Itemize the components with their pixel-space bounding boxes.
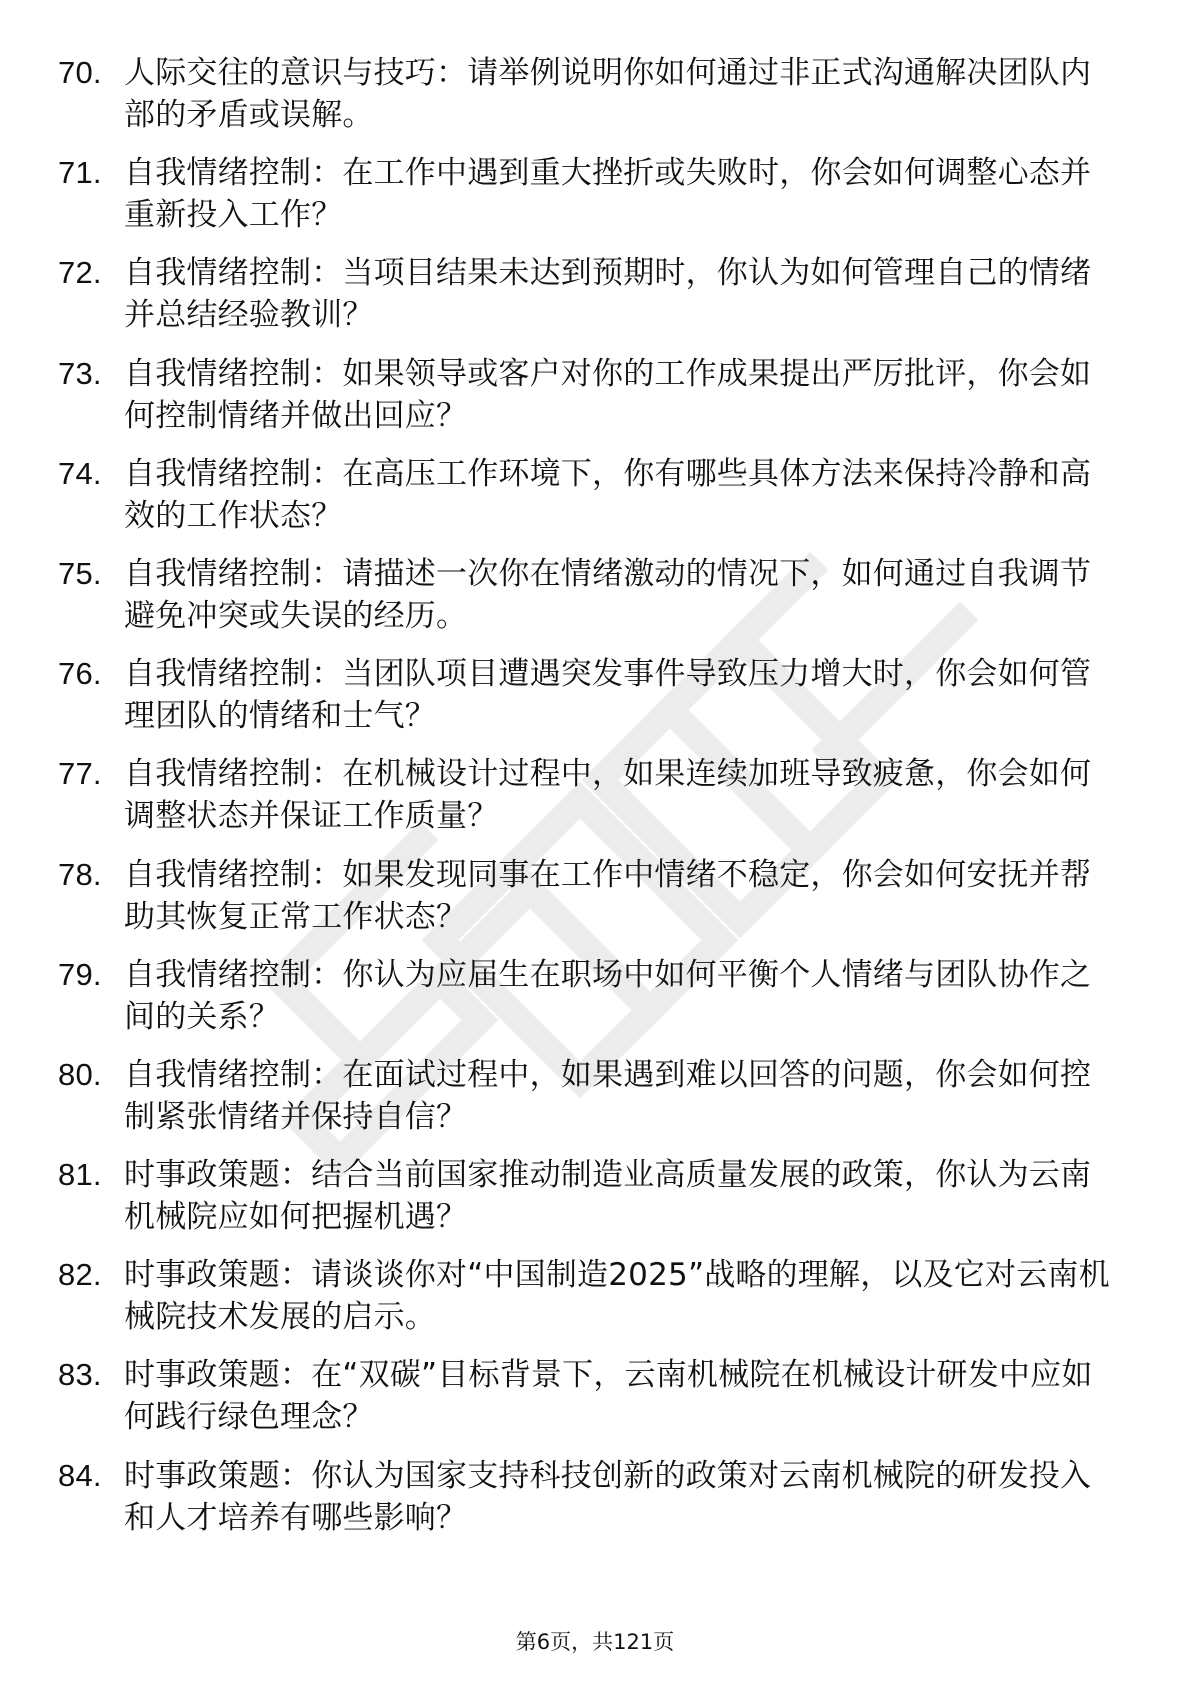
question-text: 自我情绪控制：你认为应届生在职场中如何平衡个人情绪与团队协作之间的关系？ [124,956,1092,1035]
question-number: 72. [58,255,102,291]
question-text: 时事政策题：在“双碳”目标背景下，云南机械院在机械设计研发中应如何践行绿色理念？ [124,1357,1093,1436]
question-item [58,1054,1118,1138]
question-number: 70. [58,55,102,90]
question-number: 78. [58,856,102,892]
question-text: 时事政策题：请谈谈你对“中国制造2025”战略的理解，以及它对云南机械院技术发展的启示。 [124,1257,1110,1336]
question-item [58,52,1118,136]
question-number: 74. [58,455,102,491]
question-item [58,152,1118,236]
question-text: 自我情绪控制：在高压工作环境下，你有哪些具体方法来保持冷静和高效的工作状态？ [124,455,1092,534]
question-item [58,954,1118,1038]
question-text: 自我情绪控制：在面试过程中，如果遇到难以回答的问题，你会如何控制紧张情绪并保持自信？ [124,1056,1092,1135]
question-item [58,753,1118,837]
question-number: 84. [58,1457,102,1493]
question-text: 自我情绪控制：当团队项目遭遇突发事件导致压力增大时，你会如何管理团队的情绪和士气？ [124,656,1092,735]
question-item [58,1354,1118,1438]
question-text: 自我情绪控制：当项目结果未达到预期时，你认为如何管理自己的情绪并总结经验教训？ [124,255,1092,334]
question-text: 自我情绪控制：如果发现同事在工作中情绪不稳定，你会如何安抚并帮助其恢复正常工作状态？ [124,856,1092,935]
question-number: 81. [58,1157,102,1193]
question-item [58,653,1118,737]
question-item [58,1455,1118,1539]
question-item [58,353,1118,437]
question-number: 83. [58,1357,102,1393]
question-number: 73. [58,355,102,391]
question-list [58,52,1118,1555]
question-text: 自我情绪控制：在机械设计过程中，如果连续加班导致疲惫，你会如何调整状态并保证工作质量？ [124,756,1092,835]
question-item [58,854,1118,938]
question-number: 77. [58,756,102,792]
question-text: 自我情绪控制：如果领导或客户对你的工作成果提出严厉批评，你会如何控制情绪并做出回应？ [124,355,1092,434]
question-item [58,252,1118,336]
question-number: 71. [58,155,102,191]
question-item [58,1154,1118,1238]
question-text: 时事政策题：你认为国家支持科技创新的政策对云南机械院的研发投入和人才培养有哪些影响？ [124,1457,1092,1536]
page-number-label: 第6页，共121页 [515,1630,675,1654]
question-number: 75. [58,555,102,591]
question-text: 自我情绪控制：请描述一次你在情绪激动的情况下，如何通过自我调节避免冲突或失误的经历。 [124,555,1092,634]
question-text: 自我情绪控制：在工作中遇到重大挫折或失败时，你会如何调整心态并重新投入工作？ [124,155,1092,234]
question-number: 76. [58,656,102,692]
question-item [58,453,1118,537]
question-item [58,553,1118,637]
question-item [58,1254,1118,1338]
question-number: 80. [58,1056,102,1092]
question-text: 人际交往的意识与技巧：请举例说明你如何通过非正式沟通解决团队内部的矛盾或误解。 [124,55,1092,133]
page-footer [0,1628,1190,1656]
question-text: 时事政策题：结合当前国家推动制造业高质量发展的政策，你认为云南机械院应如何把握机遇？ [124,1157,1092,1236]
question-number: 79. [58,956,102,992]
question-number: 82. [58,1257,102,1293]
